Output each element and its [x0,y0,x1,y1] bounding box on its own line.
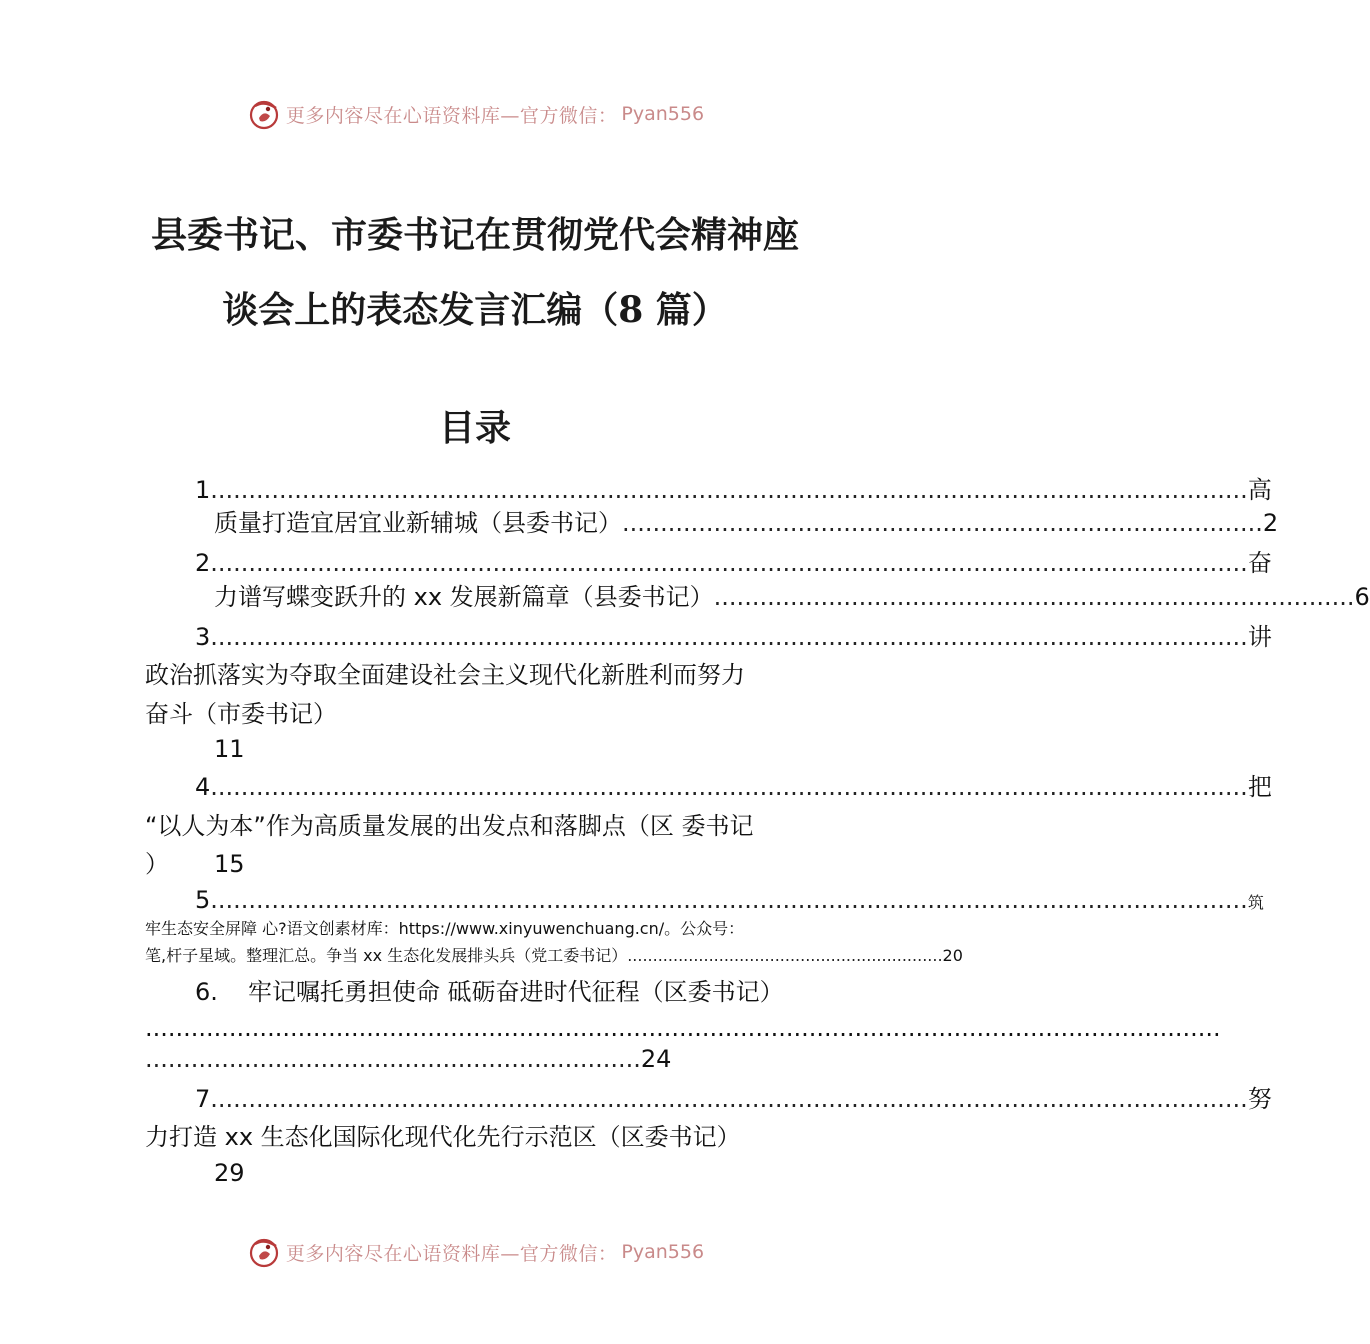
toc-entry-6-page-line[interactable] [145,1044,672,1074]
toc-entry-page: 2 [1262,509,1279,537]
toc-entry-4-line2[interactable]: “以人为本”作为高质量发展的出发点和落脚点（区 委书记 [145,812,754,840]
toc-entry-page: 20 [942,946,963,965]
seal-logo-icon [246,96,282,132]
header-watermark-banner [0,94,950,134]
banner-account: Pyan556 [621,103,705,125]
leader-dots: ........................................................................................................................................ [210,1085,1248,1113]
toc-entry-3-line1[interactable] [195,622,1272,652]
toc-entry-7-line1[interactable] [195,1084,1272,1114]
leader-dots: ........................................................................................................................................ [210,476,1248,504]
toc-entry-title: 笔,杆子星域。整理汇总。争当 xx 生态化发展排头兵（党工委书记） [145,946,628,965]
banner-text: 更多内容尽在心语资料库—官方微信： [285,1242,618,1265]
leader-dots: .............................................................. [627,946,943,965]
toc-entry-number: 5 [195,886,211,914]
toc-entry-4-line1[interactable] [195,772,1272,802]
toc-entry-title-start: 努 [1247,1085,1272,1113]
toc-entry-page: 24 [640,1045,672,1073]
toc-entry-number: 1 [195,476,211,504]
toc-entry-1-line1[interactable] [195,475,1272,505]
toc-entry-1-line2[interactable] [214,508,1279,538]
leader-dots: ........................................................................................................................................ [210,886,1248,914]
toc-entry-4-page[interactable]: 15 [214,850,245,878]
toc-entry-title-start: 把 [1247,773,1272,801]
toc-entry-number: 4 [195,773,211,801]
toc-entry-title-start: 讲 [1247,623,1272,651]
toc-entry-title: 力谱写蝶变跃升的 xx 发展新篇章（县委书记） [214,583,714,611]
toc-entry-title-start: 高 [1247,476,1272,504]
footer-watermark-banner [0,1232,950,1272]
leader-dots: ........................................................................................................................................ [210,623,1248,651]
toc-entry-5-line2[interactable]: 牢生态安全屏障 心?语文创素材库：https://www.xinyuwenchuang.cn/。公众号： [145,919,745,938]
toc-entry-title: 质量打造宜居宜业新辅城（县委书记） [214,509,622,537]
toc-entry-number: 3 [195,623,211,651]
toc-heading: 目录 [438,407,511,449]
banner-text: 更多内容尽在心语资料库—官方微信： [285,104,618,127]
toc-entry-page: 6 [1354,583,1370,611]
toc-entry-2-line1[interactable] [195,548,1272,578]
toc-entry-title-start: 筑 [1247,893,1264,912]
toc-entry-2-line2[interactable] [214,582,1370,612]
toc-entry-number: 7 [195,1085,211,1113]
toc-entry-3-page[interactable]: 11 [214,735,245,763]
toc-entry-7-line2[interactable]: 力打造 xx 生态化国际化现代化先行示范区（区委书记） [145,1123,741,1151]
leader-dots: ........................................................................................................................................ [210,549,1248,577]
toc-entry-4-line3[interactable]: ） [145,850,169,878]
toc-entry-6-title[interactable]: 牢记嘱托勇担使命 砥砺奋进时代征程（区委书记） [248,978,784,1006]
toc-entry-5-line1[interactable] [195,885,1264,915]
leader-dots: .................................................................................... [622,509,1263,537]
toc-entry-7-page[interactable]: 29 [214,1159,245,1187]
document-title-line-2: 谈会上的表态发言汇编（8 篇） [222,289,728,331]
toc-entry-5-line3[interactable] [145,945,963,967]
leader-dots: ................................................................. [145,1045,641,1073]
toc-entry-number: 2 [195,549,211,577]
toc-entry-3-line2[interactable]: 政治抓落实为夺取全面建设社会主义现代化新胜利而努力 [145,661,745,689]
seal-logo-icon [246,1234,282,1270]
toc-entry-6-number[interactable]: 6. [195,978,218,1006]
leader-dots: .................................................................................... [713,583,1355,611]
toc-entry-3-line3[interactable]: 奋斗（市委书记） [145,700,337,728]
document-title-line-1: 县委书记、市委书记在贯彻党代会精神座 [150,214,799,256]
toc-entry-6-dots: ............................................................................................................................................. [145,1014,1221,1042]
toc-entry-title-start: 奋 [1247,549,1272,577]
banner-account: Pyan556 [621,1241,705,1263]
leader-dots: ........................................................................................................................................ [210,773,1248,801]
